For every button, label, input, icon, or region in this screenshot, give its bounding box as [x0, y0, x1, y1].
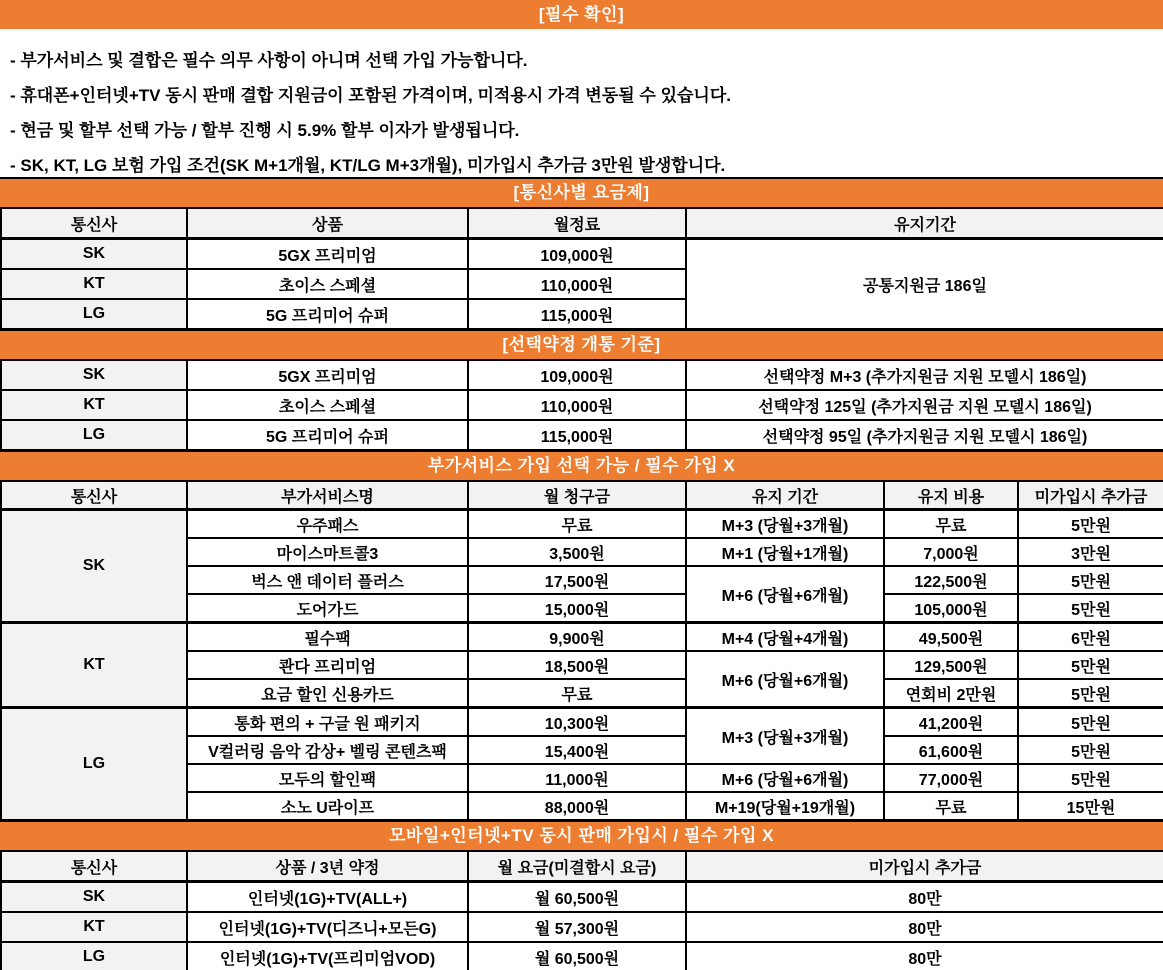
period-merged-cell: M+6 (당월+6개월) [686, 651, 884, 708]
bundle-section-bar [0, 821, 1163, 850]
fee-cell: 109,000원 [468, 360, 686, 390]
addon-name-cell: 통화 편의 + 구글 원 패키지 [187, 708, 468, 737]
carrier-cell: KT [1, 623, 187, 708]
penalty-cell: 80만 [686, 882, 1163, 913]
column-header-maintain-period: 유지 기간 [686, 481, 884, 510]
monthly-cell: 10,300원 [468, 708, 686, 737]
monthly-cell: 88,000원 [468, 792, 686, 820]
penalty-cell: 80만 [686, 942, 1163, 970]
cost-cell: 무료 [884, 510, 1018, 539]
notice-section-bar [0, 0, 1163, 29]
fee-cell: 월 60,500원 [468, 882, 686, 913]
carrier-cell: LG [1, 299, 187, 329]
notice-line: - 휴대폰+인터넷+TV 동시 판매 결합 지원금이 포함된 가격이며, 미적용시 가격 변동될 수 있습니다. [10, 86, 731, 105]
period-merged-cell: M+6 (당월+6개월) [686, 566, 884, 623]
carrier-cell: KT [1, 269, 187, 299]
fee-cell: 월 60,500원 [468, 942, 686, 970]
column-header-monthly-fee: 월 요금(미결합시 요금) [468, 851, 686, 882]
carrier-cell: SK [1, 882, 187, 913]
penalty-cell: 5만원 [1018, 679, 1163, 708]
bundle-table [0, 850, 1163, 970]
cost-cell: 연회비 2만원 [884, 679, 1018, 708]
maintain-cell: 선택약정 M+3 (추가지원금 지원 모델시 186일) [686, 360, 1163, 390]
bundle-section-title: 모바일+인터넷+TV 동시 판매 가입시 / 필수 가입 X [389, 826, 774, 845]
penalty-cell: 5만원 [1018, 764, 1163, 792]
addon-name-cell: 필수팩 [187, 623, 468, 652]
notice-line: - 부가서비스 및 결합은 필수 의무 사항이 아니며 선택 가입 가능합니다. [10, 51, 528, 70]
column-header-penalty: 미가입시 추가금 [1018, 481, 1163, 510]
cost-cell: 49,500원 [884, 623, 1018, 652]
cost-cell: 61,600원 [884, 736, 1018, 764]
carrier-cell: KT [1, 390, 187, 420]
addon-name-cell: 벅스 앤 데이터 플러스 [187, 566, 468, 594]
product-cell: 초이스 스페셜 [187, 390, 468, 420]
addon-table-header-row [1, 481, 1163, 510]
product-cell: 인터넷(1G)+TV(디즈니+모든G) [187, 912, 468, 942]
penalty-cell: 5만원 [1018, 736, 1163, 764]
product-cell: 5G 프리미어 슈퍼 [187, 420, 468, 450]
cost-cell: 129,500원 [884, 651, 1018, 679]
notice-line: - SK, KT, LG 보험 가입 조건(SK M+1개월, KT/LG M+3개월), 미가입시 추가금 3만원 발생합니다. [10, 156, 726, 175]
addon-name-cell: 소노 U라이프 [187, 792, 468, 820]
column-header-monthly-charge: 월 청구금 [468, 481, 686, 510]
addon-name-cell: 콴다 프리미엄 [187, 651, 468, 679]
monthly-cell: 17,500원 [468, 566, 686, 594]
table-row [1, 623, 1163, 652]
addon-name-cell: 모두의 할인팩 [187, 764, 468, 792]
product-cell: 5GX 프리미엄 [187, 239, 468, 270]
fee-cell: 110,000원 [468, 390, 686, 420]
column-header-monthly-fee: 월정료 [468, 208, 686, 239]
column-header-carrier: 통신사 [1, 481, 187, 510]
fee-cell: 109,000원 [468, 239, 686, 270]
monthly-cell: 무료 [468, 510, 686, 539]
table-row [1, 912, 1163, 942]
cost-cell: 105,000원 [884, 594, 1018, 623]
table-row [1, 420, 1163, 450]
addon-section-title: 부가서비스 가입 선택 가능 / 필수 가입 X [427, 456, 736, 475]
carrier-cell: LG [1, 708, 187, 821]
carrier-cell: KT [1, 912, 187, 942]
select-section-title: [선택약정 개통 기준] [502, 335, 661, 354]
penalty-cell: 5만원 [1018, 708, 1163, 737]
cost-cell: 무료 [884, 792, 1018, 820]
fee-cell: 월 57,300원 [468, 912, 686, 942]
column-header-product: 상품 [187, 208, 468, 239]
addon-name-cell: 요금 할인 신용카드 [187, 679, 468, 708]
monthly-cell: 15,400원 [468, 736, 686, 764]
penalty-cell: 80만 [686, 912, 1163, 942]
fee-cell: 115,000원 [468, 299, 686, 329]
select-table [0, 359, 1163, 451]
cost-cell: 122,500원 [884, 566, 1018, 594]
addon-name-cell: 도어가드 [187, 594, 468, 623]
table-row [1, 390, 1163, 420]
penalty-cell: 6만원 [1018, 623, 1163, 652]
notice-line: - 현금 및 할부 선택 가능 / 할부 진행 시 5.9% 할부 이자가 발생됩니다. [10, 121, 520, 140]
monthly-cell: 3,500원 [468, 538, 686, 566]
column-header-maintain-period: 유지기간 [686, 208, 1163, 239]
column-header-carrier: 통신사 [1, 851, 187, 882]
period-cell: M+4 (당월+4개월) [686, 623, 884, 652]
table-row [1, 942, 1163, 970]
plan-table [0, 207, 1163, 330]
addon-table [0, 480, 1163, 821]
carrier-cell: SK [1, 360, 187, 390]
product-cell: 인터넷(1G)+TV(프리미엄VOD) [187, 942, 468, 970]
addon-section-bar [0, 451, 1163, 480]
cost-cell: 7,000원 [884, 538, 1018, 566]
period-cell: M+1 (당월+1개월) [686, 538, 884, 566]
addon-name-cell: 마이스마트콜3 [187, 538, 468, 566]
table-row [1, 882, 1163, 913]
notice-body [0, 29, 1163, 178]
period-cell: M+6 (당월+6개월) [686, 764, 884, 792]
fee-cell: 110,000원 [468, 269, 686, 299]
select-section-bar [0, 330, 1163, 359]
carrier-cell: SK [1, 510, 187, 623]
column-header-carrier: 통신사 [1, 208, 187, 239]
column-header-addon-name: 부가서비스명 [187, 481, 468, 510]
column-header-penalty: 미가입시 추가금 [686, 851, 1163, 882]
cost-cell: 41,200원 [884, 708, 1018, 737]
penalty-cell: 5만원 [1018, 566, 1163, 594]
monthly-cell: 11,000원 [468, 764, 686, 792]
penalty-cell: 5만원 [1018, 651, 1163, 679]
carrier-cell: SK [1, 239, 187, 270]
maintain-cell: 선택약정 125일 (추가지원금 지원 모델시 186일) [686, 390, 1163, 420]
addon-name-cell: V컬러링 음악 감상+ 벨링 콘텐츠팩 [187, 736, 468, 764]
table-row [1, 708, 1163, 737]
penalty-cell: 5만원 [1018, 594, 1163, 623]
maintain-cell: 선택약정 95일 (추가지원금 지원 모델시 186일) [686, 420, 1163, 450]
maintain-merged-cell: 공통지원금 186일 [686, 239, 1163, 330]
carrier-cell: LG [1, 420, 187, 450]
penalty-cell: 5만원 [1018, 510, 1163, 539]
monthly-cell: 무료 [468, 679, 686, 708]
table-row [1, 239, 1163, 270]
product-cell: 5GX 프리미엄 [187, 360, 468, 390]
column-header-maintain-cost: 유지 비용 [884, 481, 1018, 510]
period-merged-cell: M+3 (당월+3개월) [686, 708, 884, 765]
plan-table-header-row [1, 208, 1163, 239]
period-cell: M+3 (당월+3개월) [686, 510, 884, 539]
addon-name-cell: 우주패스 [187, 510, 468, 539]
bundle-table-header-row [1, 851, 1163, 882]
product-cell: 초이스 스페셜 [187, 269, 468, 299]
table-row [1, 510, 1163, 539]
penalty-cell: 3만원 [1018, 538, 1163, 566]
product-cell: 5G 프리미어 슈퍼 [187, 299, 468, 329]
monthly-cell: 9,900원 [468, 623, 686, 652]
carrier-cell: LG [1, 942, 187, 970]
fee-cell: 115,000원 [468, 420, 686, 450]
monthly-cell: 18,500원 [468, 651, 686, 679]
notice-section-title: [필수 확인] [538, 5, 625, 24]
cost-cell: 77,000원 [884, 764, 1018, 792]
penalty-cell: 15만원 [1018, 792, 1163, 820]
product-cell: 인터넷(1G)+TV(ALL+) [187, 882, 468, 913]
table-row [1, 360, 1163, 390]
period-cell: M+19(당월+19개월) [686, 792, 884, 820]
plan-section-title: [통신사별 요금제] [513, 183, 650, 202]
column-header-product: 상품 / 3년 약정 [187, 851, 468, 882]
monthly-cell: 15,000원 [468, 594, 686, 623]
